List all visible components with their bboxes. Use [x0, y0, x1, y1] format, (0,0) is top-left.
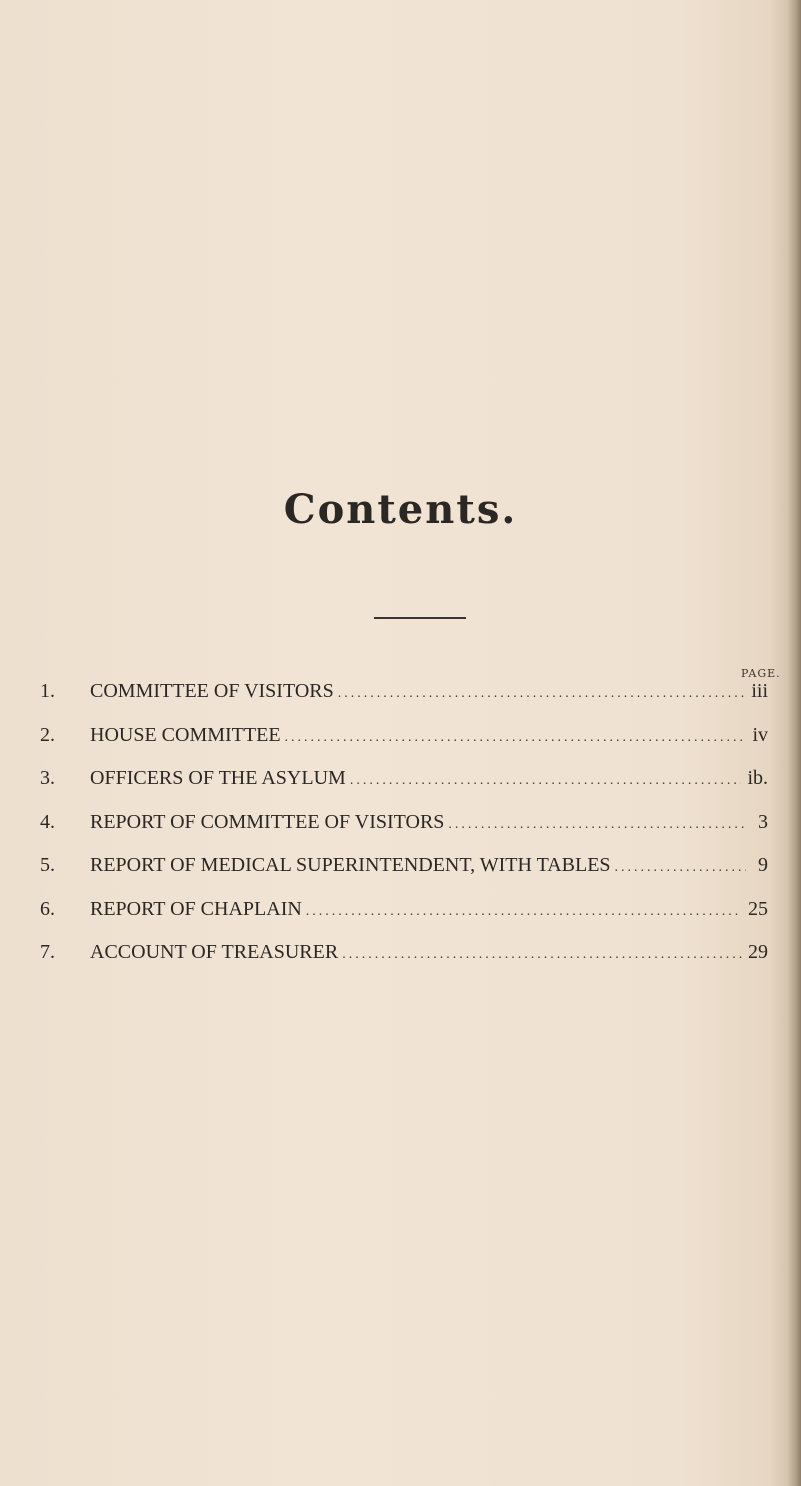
- page-column-label: PAGE.: [741, 667, 781, 680]
- toc-entry-title: REPORT OF COMMITTEE OF VISITORS: [90, 810, 445, 833]
- toc-entry: [40, 941, 768, 985]
- dot-leader: [615, 860, 746, 876]
- toc-entry: [40, 898, 768, 942]
- table-of-contents: [40, 680, 768, 985]
- dot-leader: [350, 773, 742, 789]
- toc-entry: [40, 680, 768, 724]
- toc-entry: [40, 724, 768, 768]
- toc-entry-page: iv: [752, 723, 768, 746]
- dot-leader: [448, 817, 746, 833]
- title-rule: [374, 617, 466, 619]
- toc-entry: [40, 811, 768, 855]
- toc-entry-title: REPORT OF MEDICAL SUPERINTENDENT, WITH TABLES: [90, 854, 611, 876]
- toc-entry-page: ib.: [747, 767, 768, 789]
- dot-leader: [306, 904, 742, 920]
- toc-entry-title: COMMITTEE OF VISITORS: [90, 680, 334, 702]
- toc-entry-number: 3.: [40, 767, 55, 789]
- dot-leader: [338, 686, 746, 702]
- toc-entry-title: ACCOUNT OF TREASURER: [90, 941, 339, 963]
- toc-entry-number: 2.: [40, 723, 55, 746]
- dot-leader: [342, 947, 742, 963]
- toc-entry: [40, 767, 768, 811]
- toc-entry-number: 5.: [40, 854, 55, 876]
- toc-entry-page: 29: [748, 941, 768, 963]
- toc-entry-title: OFFICERS OF THE ASYLUM: [90, 767, 346, 789]
- toc-entry-page: 25: [748, 897, 768, 920]
- toc-entry-page: 3: [758, 810, 768, 833]
- page-edge-shadow: [787, 0, 801, 1486]
- toc-entry-number: 4.: [40, 810, 55, 833]
- toc-entry-title: REPORT OF CHAPLAIN: [90, 897, 302, 920]
- toc-entry: [40, 854, 768, 898]
- toc-entry-number: 6.: [40, 897, 55, 920]
- toc-entry-number: 1.: [40, 680, 55, 702]
- toc-entry-number: 7.: [40, 941, 55, 963]
- dot-leader: [285, 730, 746, 746]
- toc-entry-page: iii: [751, 680, 768, 702]
- toc-entry-page: 9: [758, 854, 768, 876]
- toc-entry-title: HOUSE COMMITTEE: [90, 723, 281, 746]
- contents-title: Contents.: [283, 486, 518, 533]
